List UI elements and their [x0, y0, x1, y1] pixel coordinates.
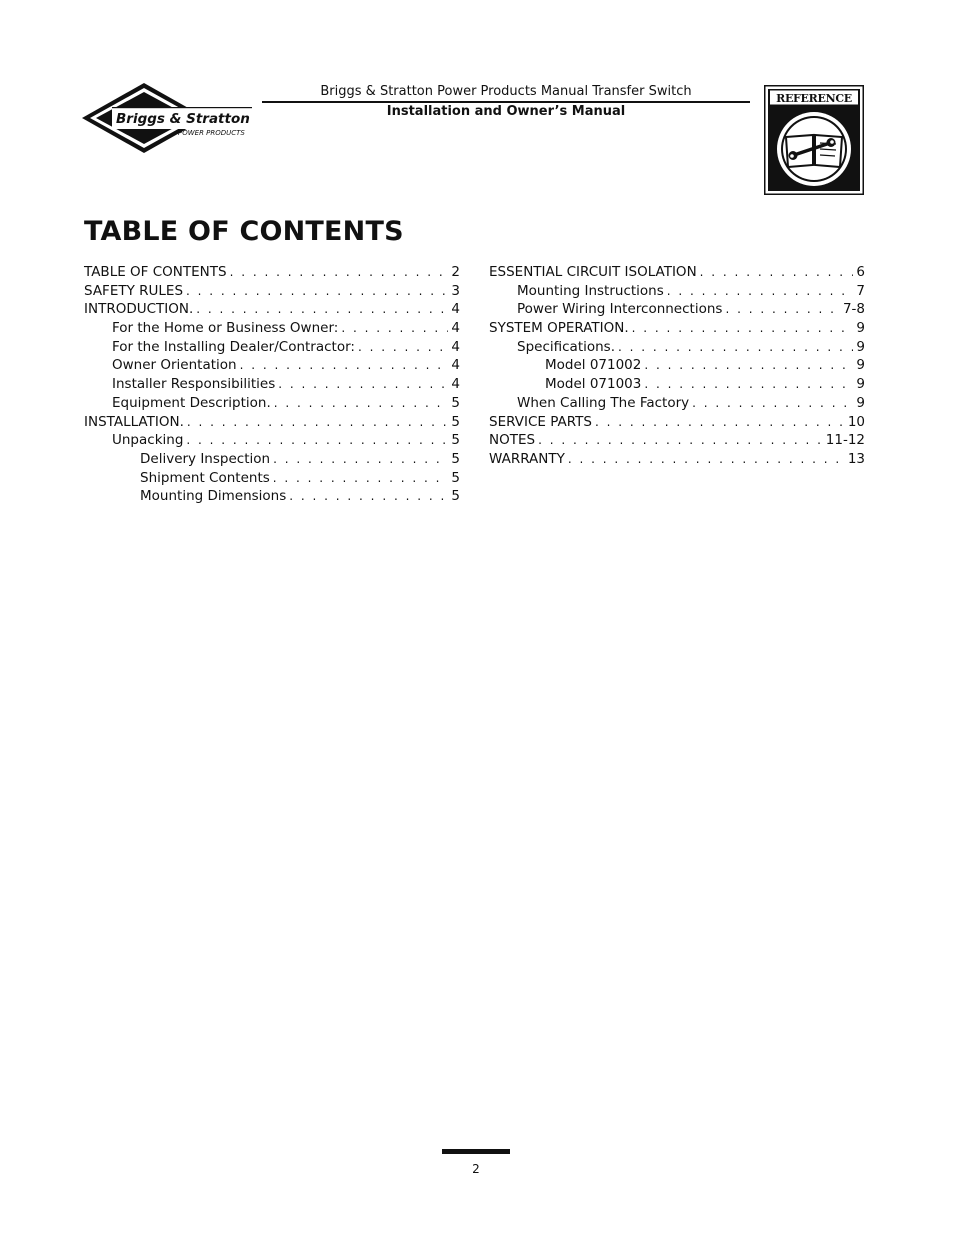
toc-entry-label: Unpacking	[112, 432, 184, 449]
toc-dot-leader	[618, 338, 853, 357]
toc-dot-leader	[240, 356, 449, 375]
toc-entry	[489, 319, 865, 338]
toc-entry	[84, 375, 460, 394]
toc-column-right	[489, 263, 865, 469]
toc-entry	[489, 413, 865, 432]
toc-dot-leader	[644, 356, 853, 375]
toc-entry-page: 9	[856, 320, 865, 337]
toc-entry-page: 11-12	[825, 432, 865, 449]
toc-entry	[84, 394, 460, 413]
toc-entry	[84, 487, 460, 506]
toc-entry-page: 10	[847, 413, 865, 430]
toc-entry-label: TABLE OF CONTENTS	[84, 264, 227, 280]
toc-entry-page: 7	[856, 282, 865, 299]
toc-entry	[84, 263, 460, 282]
toc-entry-page: 9	[856, 394, 865, 411]
toc-entry-label: For the Installing Dealer/Contractor:	[112, 338, 355, 355]
logo-brand-text: Briggs & Stratton	[116, 111, 250, 127]
toc-entry	[84, 356, 460, 375]
toc-dot-leader	[186, 431, 448, 450]
toc-entry	[489, 450, 865, 469]
toc-entry-page: 2	[451, 264, 460, 280]
toc-entry-label: WARRANTY	[489, 450, 565, 467]
toc-entry-page: 4	[451, 338, 460, 355]
toc-dot-leader	[273, 469, 449, 488]
toc-entry	[84, 413, 460, 432]
toc-dot-leader	[187, 413, 449, 432]
toc-entry	[489, 282, 865, 301]
toc-dot-leader	[230, 263, 449, 282]
toc-entry-label: ESSENTIAL CIRCUIT ISOLATION	[489, 264, 697, 280]
footer-bar	[442, 1149, 510, 1154]
toc-dot-leader	[196, 300, 448, 319]
header-product-line: Briggs & Stratton Power Products Manual Transfer Switch	[320, 84, 692, 99]
toc-entry	[489, 431, 865, 450]
toc-entry-page: 5	[451, 450, 460, 467]
header-manual-title: Installation and Owner’s Manual	[386, 104, 626, 119]
toc-entry-page: 7-8	[842, 301, 865, 318]
toc-entry-page: 9	[856, 338, 865, 355]
page-number: 2	[472, 1162, 480, 1176]
open-book-wrench-icon	[786, 135, 842, 167]
toc-entry	[489, 394, 865, 413]
briggs-stratton-logo	[82, 82, 254, 154]
toc-entry	[489, 375, 865, 394]
toc-entry-label: SAFETY RULES	[84, 282, 184, 299]
toc-dot-leader	[274, 394, 449, 413]
toc-entry	[84, 450, 460, 469]
toc-dot-leader	[538, 431, 823, 450]
toc-entry-label: Specifications.	[517, 338, 616, 355]
toc-entry-label: Model 071002	[545, 357, 642, 374]
toc-entry	[84, 282, 460, 301]
toc-entry	[84, 338, 460, 357]
toc-dot-leader	[278, 375, 448, 394]
toc-entry	[84, 300, 460, 319]
toc-entry-page: 4	[451, 320, 460, 337]
toc-dot-leader	[273, 450, 448, 469]
toc-entry-label: Installer Responsibilities	[112, 376, 276, 393]
toc-entry-label: INTRODUCTION.	[84, 301, 194, 318]
toc-entry-page: 5	[451, 432, 460, 449]
toc-entry-label: SERVICE PARTS	[489, 413, 592, 430]
toc-dot-leader	[595, 413, 845, 432]
toc-entry-label: Owner Orientation	[112, 357, 237, 374]
reference-label: REFERENCE	[776, 92, 852, 105]
toc-entry-page: 4	[451, 376, 460, 393]
toc-entry-label: When Calling The Factory	[517, 394, 690, 411]
toc-entry	[489, 338, 865, 357]
toc-dot-leader	[644, 375, 853, 394]
toc-dot-leader	[568, 450, 845, 469]
toc-dot-leader	[341, 319, 448, 338]
toc-entry-label: Equipment Description.	[112, 394, 271, 411]
logo-tagline-text: POWER PRODUCTS	[178, 129, 245, 137]
toc-dot-leader	[186, 282, 448, 301]
toc-entry-label: NOTES	[489, 432, 536, 449]
toc-entry	[84, 319, 460, 338]
toc-entry	[489, 263, 865, 282]
toc-entry-label: INSTALLATION.	[84, 413, 184, 430]
toc-entry-page: 9	[856, 376, 865, 393]
reference-badge	[764, 85, 864, 195]
header-rule	[262, 101, 750, 103]
toc-dot-leader	[667, 282, 854, 301]
toc-entry-label: For the Home or Business Owner:	[112, 320, 339, 337]
toc-dot-leader	[700, 263, 854, 282]
toc-entry-label: Power Wiring Interconnections	[517, 301, 723, 318]
toc-dot-leader	[632, 319, 854, 338]
toc-entry-page: 5	[451, 413, 460, 430]
toc-dot-leader	[358, 338, 448, 357]
toc-entry-page: 6	[856, 264, 865, 280]
page-title: TABLE OF CONTENTS	[84, 216, 404, 247]
toc-entry-label: Mounting Instructions	[517, 282, 664, 299]
toc-entry	[84, 431, 460, 450]
toc-entry-page: 9	[856, 357, 865, 374]
toc-dot-leader	[725, 300, 840, 319]
toc-entry	[489, 300, 865, 319]
toc-entry-page: 4	[451, 357, 460, 374]
toc-entry-page: 5	[451, 488, 460, 505]
toc-entry-page: 13	[847, 450, 865, 467]
toc-entry-page: 5	[451, 469, 460, 486]
toc-entry-label: Shipment Contents	[140, 469, 270, 486]
briggs-stratton-logo-mark	[82, 82, 254, 154]
toc-column-left	[84, 263, 460, 506]
toc-entry	[489, 356, 865, 375]
toc-entry	[84, 469, 460, 488]
toc-dot-leader	[289, 487, 448, 506]
toc-entry-page: 3	[451, 282, 460, 299]
toc-entry-label: Mounting Dimensions	[140, 488, 287, 505]
toc-entry-page: 5	[451, 394, 460, 411]
toc-entry-label: SYSTEM OPERATION.	[489, 320, 629, 337]
toc-entry-label: Model 071003	[545, 376, 642, 393]
toc-dot-leader	[692, 394, 853, 413]
toc-entry-page: 4	[451, 301, 460, 318]
toc-entry-label: Delivery Inspection	[140, 450, 271, 467]
